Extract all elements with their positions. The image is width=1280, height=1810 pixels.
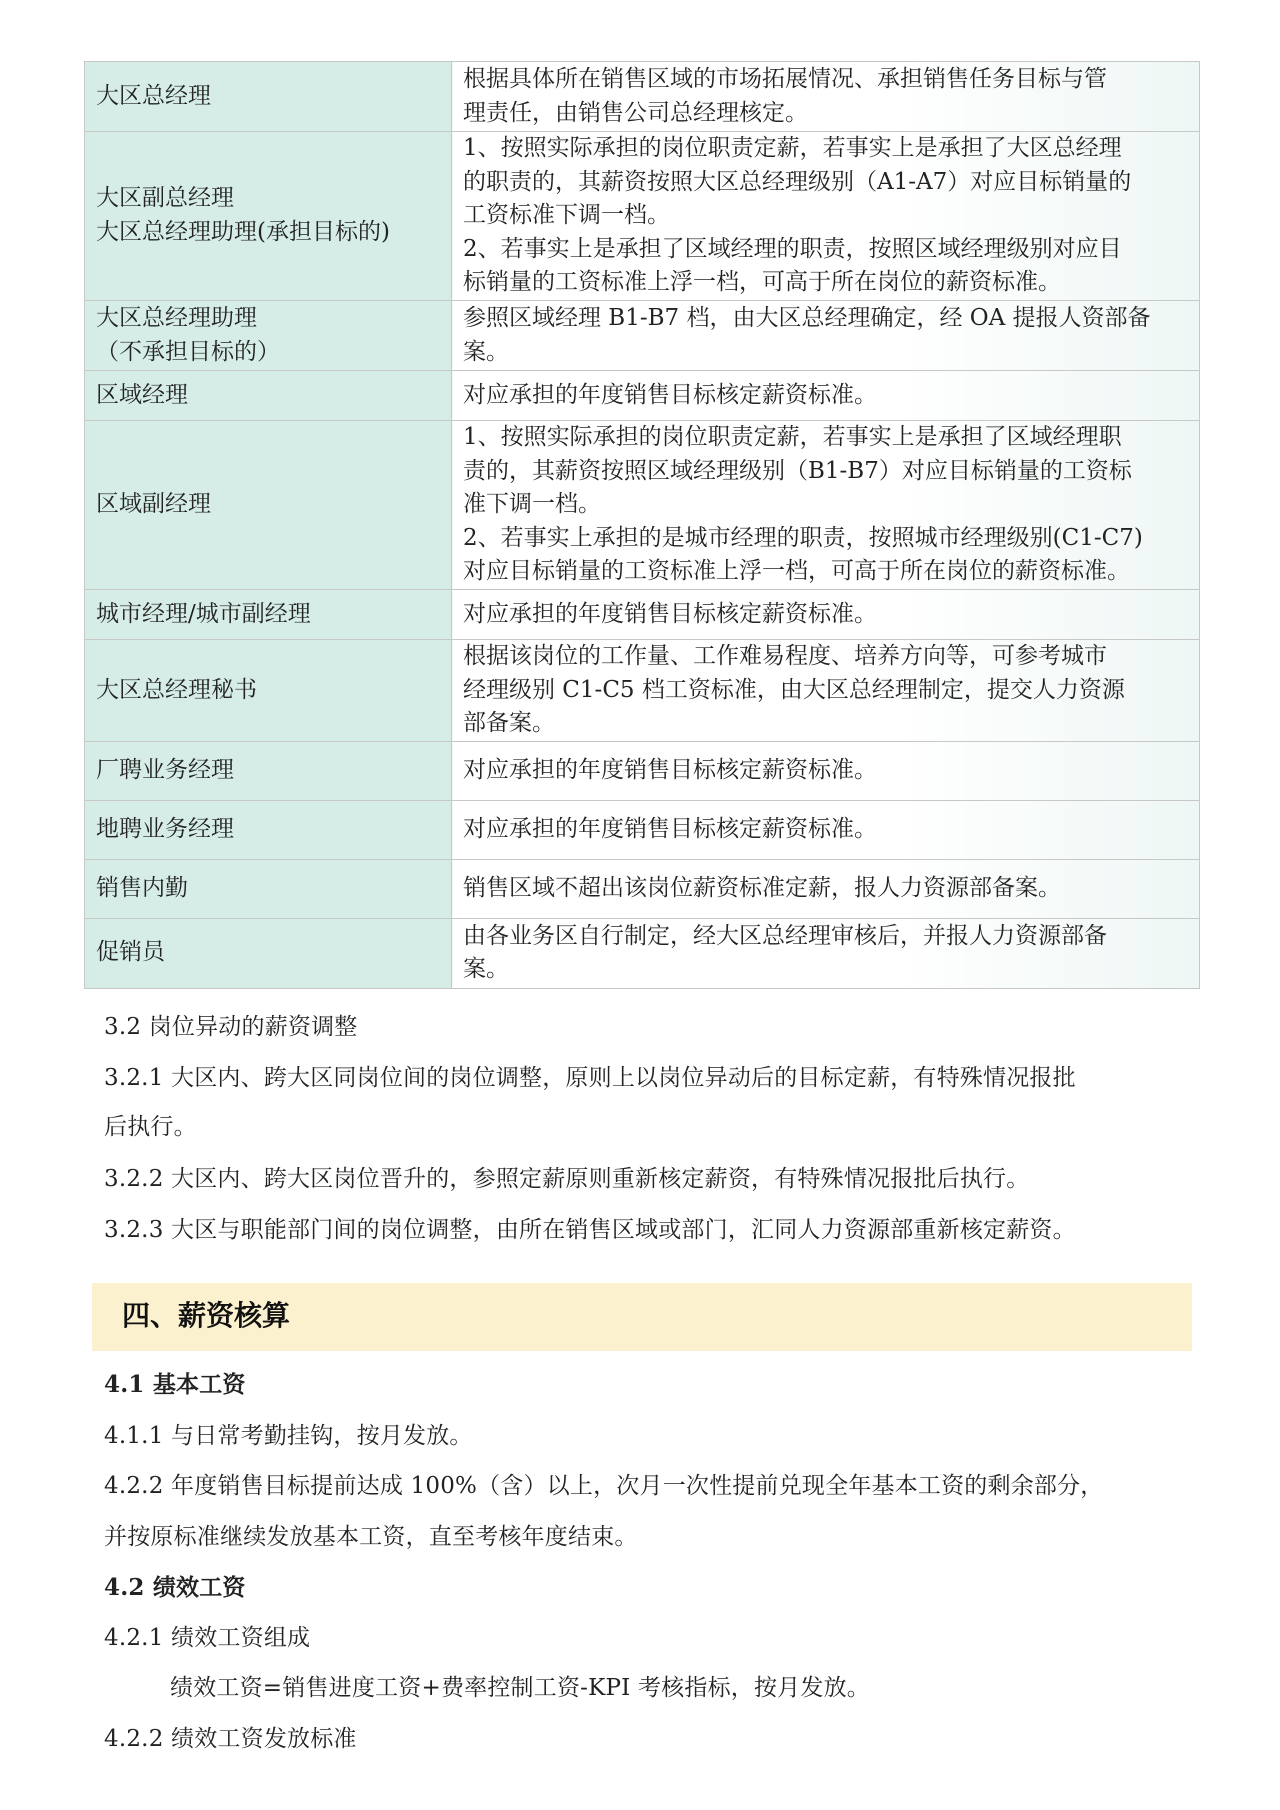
role-cell [85, 62, 452, 132]
table-row [85, 590, 1200, 640]
table-row [85, 62, 1200, 132]
salary-rule-text: 对应承担的年度销售目标核定薪资标准。 [463, 756, 877, 783]
salary-rule-text: 根据该岗位的工作量、工作难易程度、培养方向等，可参考城市 [463, 643, 1107, 669]
heading-4-2: 4.2 绩效工资 [104, 1574, 246, 1601]
salary-rule-text: 对应承担的年度销售目标核定薪资标准。 [463, 381, 877, 408]
salary-rule-text: 案。 [463, 338, 509, 365]
table-row [85, 371, 1200, 421]
role-cell [85, 800, 452, 859]
role-cell [85, 640, 452, 742]
salary-rule-cell [452, 62, 1200, 132]
salary-rule-text: 对应目标销量的工资标准上浮一档，可高于所在岗位的薪资标准。 [463, 558, 1130, 585]
paragraph-3-2-3: 3.2.3 大区与职能部门间的岗位调整，由所在销售区域或部门，汇同人力资源部重新核定薪资。 [104, 1217, 1076, 1243]
salary-rule-text: 1、按照实际承担的岗位职责定薪，若事实上是承担了大区总经理 [463, 135, 1122, 162]
salary-rule-text: 案。 [463, 956, 509, 983]
salary-rule-cell [452, 301, 1200, 371]
table-row [85, 859, 1200, 918]
section-4-title: 四、薪资核算 [122, 1299, 291, 1332]
role-name: 促销员 [96, 939, 165, 966]
role-cell [85, 741, 452, 800]
salary-rule-cell [452, 741, 1200, 800]
salary-rule-text: 部备案。 [463, 710, 555, 737]
salary-rule-text: 2、若事实上承担的是城市经理的职责，按照城市经理级别(C1-C7) [463, 524, 1143, 551]
salary-rule-text: 工资标准下调一档。 [463, 202, 670, 229]
table-row [85, 800, 1200, 859]
salary-rule-cell [452, 800, 1200, 859]
salary-rule-text: 的职责的，其薪资按照大区总经理级别（A1-A7）对应目标销量的 [463, 168, 1132, 195]
salary-rule-text: 2、若事实上是承担了区域经理的职责，按照区域经理级别对应目 [463, 235, 1122, 262]
role-cell [85, 301, 452, 371]
paragraph-4-1-1: 4.1.1 与日常考勤挂钩，按月发放。 [104, 1423, 473, 1449]
role-cell [85, 590, 452, 640]
table-row [85, 741, 1200, 800]
role-name: 大区副总经理 [96, 185, 234, 212]
performance-formula: 绩效工资=销售进度工资+费率控制工资-KPI 考核指标，按月发放。 [170, 1675, 870, 1701]
salary-rule-cell [452, 918, 1200, 988]
paragraph-3-2-1-cont: 后执行。 [104, 1114, 197, 1140]
paragraph-4-2-1: 4.2.1 绩效工资组成 [104, 1625, 311, 1651]
salary-rule-text: 对应承担的年度销售目标核定薪资标准。 [463, 600, 877, 627]
role-cell [85, 421, 452, 590]
table-row [85, 918, 1200, 988]
salary-rule-text: 责的，其薪资按照区域经理级别（B1-B7）对应目标销量的工资标 [463, 457, 1132, 484]
salary-rule-text: 对应承担的年度销售目标核定薪资标准。 [463, 815, 877, 842]
role-cell [85, 859, 452, 918]
salary-rule-cell [452, 371, 1200, 421]
role-name: 厂聘业务经理 [96, 756, 234, 783]
table-row [85, 301, 1200, 371]
salary-rule-text: 由各业务区自行制定，经大区总经理审核后，并报人力资源部备 [463, 922, 1107, 949]
salary-rule-text: 标销量的工资标准上浮一档，可高于所在岗位的薪资标准。 [463, 269, 1061, 296]
salary-rule-text: 经理级别 C1-C5 档工资标准，由大区总经理制定，提交人力资源 [463, 676, 1125, 703]
role-name: 城市经理/城市副经理 [96, 600, 311, 627]
table-row [85, 421, 1200, 590]
role-name: 大区总经理助理(承担目标的) [96, 219, 390, 245]
salary-rule-text: 准下调一档。 [463, 491, 601, 518]
heading-4-1: 4.1 基本工资 [104, 1371, 246, 1398]
salary-rule-cell [452, 132, 1200, 301]
role-name: 大区总经理秘书 [96, 676, 257, 703]
salary-rule-text: 1、按照实际承担的岗位职责定薪，若事实上是承担了区域经理职 [463, 424, 1122, 451]
role-name: （不承担目标的） [96, 338, 280, 365]
salary-rule-cell [452, 421, 1200, 590]
role-name: 大区总经理助理 [96, 304, 257, 331]
salary-rule-text: 销售区域不超出该岗位薪资标准定薪，报人力资源部备案。 [463, 874, 1061, 901]
role-name: 销售内勤 [96, 874, 188, 901]
salary-rule-text: 理责任，由销售公司总经理核定。 [463, 99, 808, 126]
role-name: 区域经理 [96, 381, 188, 408]
table-row [85, 640, 1200, 742]
heading-3-2: 3.2 岗位异动的薪资调整 [104, 1014, 358, 1040]
role-cell [85, 132, 452, 301]
role-name: 区域副经理 [96, 491, 211, 518]
salary-rule-cell [452, 640, 1200, 742]
salary-role-table [84, 61, 1200, 989]
salary-rule-cell [452, 859, 1200, 918]
table-row [85, 132, 1200, 301]
role-cell [85, 918, 452, 988]
salary-rule-cell [452, 590, 1200, 640]
role-name: 地聘业务经理 [96, 815, 234, 842]
paragraph-3-2-2: 3.2.2 大区内、跨大区岗位晋升的，参照定薪原则重新核定薪资，有特殊情况报批后执行。 [104, 1166, 1030, 1192]
salary-rule-text: 根据具体所在销售区域的市场拓展情况、承担销售任务目标与管 [463, 65, 1107, 92]
salary-rule-text: 参照区域经理 B1-B7 档，由大区总经理确定，经 OA 提报人资部备 [463, 304, 1151, 331]
role-name: 大区总经理 [96, 82, 211, 109]
paragraph-4-2-2-a: 4.2.2 年度销售目标提前达成 100%（含）以上，次月一次性提前兑现全年基本工资的剩余部分， [104, 1473, 1104, 1499]
paragraph-4-2-2-a-cont: 并按原标准继续发放基本工资，直至考核年度结束。 [104, 1524, 638, 1550]
paragraph-3-2-1: 3.2.1 大区内、跨大区同岗位间的岗位调整，原则上以岗位异动后的目标定薪，有特殊情况报批 [104, 1065, 1076, 1091]
paragraph-4-2-2: 4.2.2 绩效工资发放标准 [104, 1726, 357, 1752]
role-cell [85, 371, 452, 421]
